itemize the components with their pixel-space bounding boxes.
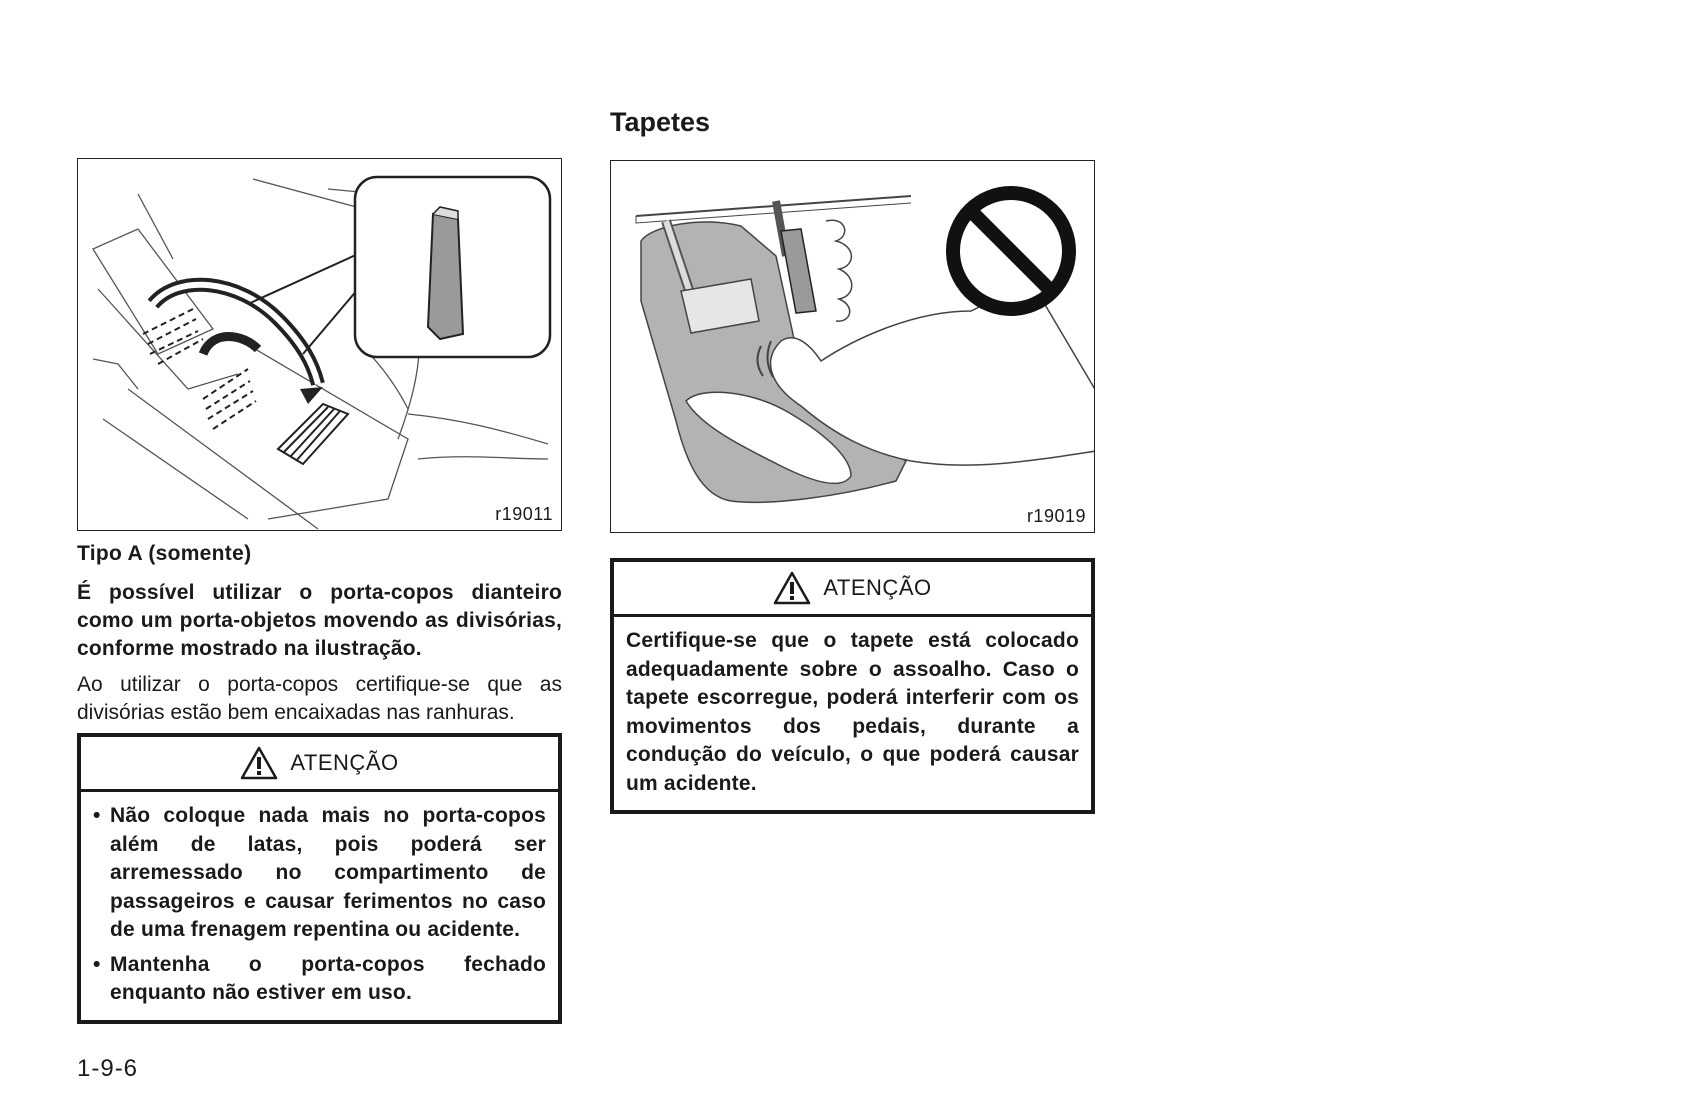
warning-text: Certifique-se que o tapete está colocado adequadamente sobre o assoalho. Caso o tapete escorregue, poderá interferir com os movimentos dos pedais, durante a condução do veículo, o que poderá causar um acidente. — [626, 629, 1079, 795]
figure-code: r19011 — [495, 504, 553, 524]
warning-triangle-icon — [240, 746, 278, 780]
warning-title: ATENÇÃO — [823, 575, 932, 600]
bullet-dot: • — [93, 952, 101, 976]
warning-header — [614, 562, 1091, 617]
warning-bullet — [93, 802, 546, 945]
plain-paragraph: Ao utilizar o porta-copos certifique-se que as divisórias estão bem encaixadas nas ranhuras. — [77, 673, 562, 724]
warning-title: ATENÇÃO — [290, 750, 399, 775]
warning-box — [77, 733, 562, 1024]
figure-caption: Tipo A (somente) — [77, 542, 252, 565]
warning-bullet — [93, 951, 546, 1008]
warning-bullet-text: Não coloque nada mais no porta-copos além de latas, pois poderá ser arremessado no compartimento de passageiros e causar ferimentos no caso de uma frenagem repentina ou acidente. — [110, 804, 546, 941]
warning-triangle-icon — [773, 571, 811, 605]
cup-holder-illustration — [77, 158, 562, 531]
cup-holder-drawing — [78, 159, 562, 531]
floor-mat-illustration — [610, 160, 1095, 533]
bold-paragraph: É possível utilizar o porta-copos dianteiro como um porta-objetos movendo as divisórias, conforme mostrado na ilustração. — [77, 581, 562, 660]
bullet-dot: • — [93, 804, 101, 827]
section-title: Tapetes — [610, 107, 711, 137]
left-column — [77, 158, 562, 1024]
figure-code: r19019 — [1026, 506, 1086, 526]
warning-body — [614, 617, 1091, 810]
right-column — [610, 105, 1095, 814]
warning-header — [81, 737, 558, 792]
floor-mat-drawing — [611, 161, 1095, 533]
page-number: 1-9-6 — [77, 1055, 139, 1082]
warning-box — [610, 558, 1095, 814]
warning-bullet-text: Mantenha o porta-copos fechado enquanto não estiver em uso. — [110, 952, 546, 1004]
warning-body — [81, 792, 558, 1020]
